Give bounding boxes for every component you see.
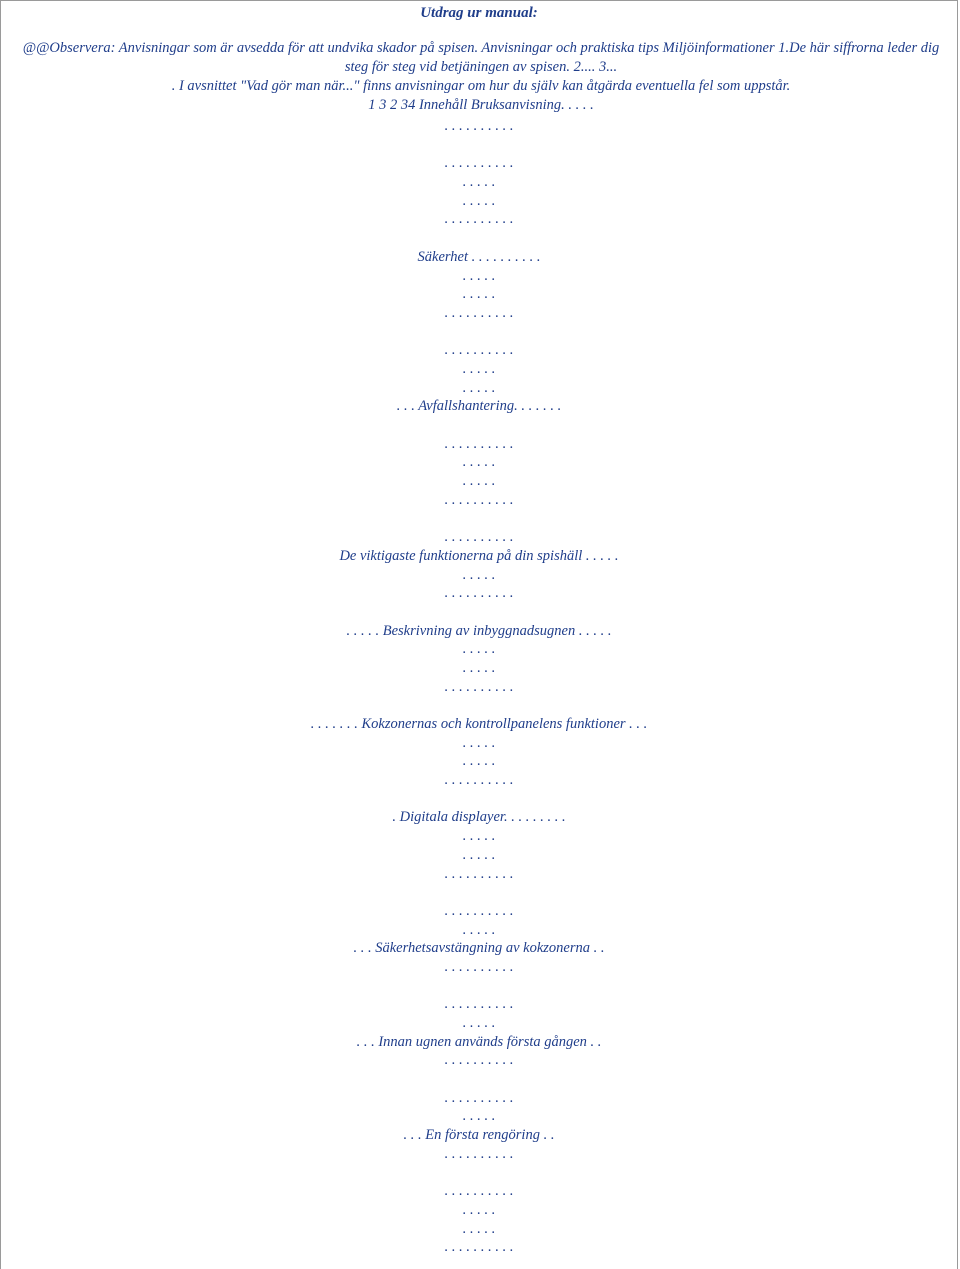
intro-line: steg för steg vid betjäningen av spisen. 2.... 3... [344,59,618,75]
toc-line [1,229,957,248]
toc-line: . . . . . . . . . . [444,342,514,359]
toc-line: . . . Avfallshantering. . . . . . . [396,398,562,415]
toc-line: . . . . . [462,734,496,751]
toc-line: . . . . . . . . . . [444,118,514,134]
toc-line: . . . . . . . . . . [444,1145,514,1162]
toc-line: . . . . . [462,1220,496,1237]
toc-line [1,416,957,435]
toc-line: . . . . . [462,267,496,284]
toc-line: . . . . . . . . . . [444,678,514,695]
toc-line [1,790,957,809]
page-title: Utdrag ur manual: [420,5,538,21]
toc-line: Säkerhet . . . . . . . . . . [417,248,541,265]
toc-line: . . . . . [462,174,496,191]
intro-line: 1 3 2 34 Innehåll Bruksanvisning. . . . . [368,97,594,113]
toc-line [1,1164,957,1183]
toc-line [1,323,957,342]
toc-line: . . . En första rengöring . . [403,1127,555,1144]
toc-line [1,603,957,622]
toc-line: . . . . . [462,286,496,303]
toc-line: . . . . . [462,1201,496,1218]
intro-paragraph [9,39,953,115]
toc-line: . . . . . . . . . . [444,585,514,602]
toc-line [1,696,957,715]
toc-line: . . . . . . . . . . [444,865,514,882]
toc-line: . . . . . . . . . . [444,772,514,789]
toc-line: . . . . . [462,192,496,209]
table-of-contents [1,117,957,1257]
toc-line [1,136,957,155]
toc-line: . . . . . . . . . . [444,958,514,975]
toc-line: . . . . . . . . . . [444,996,514,1013]
toc-line: . . . . . . . . . . [444,435,514,452]
toc-line: De viktigaste funktionerna på din spishäll . . . . . [339,547,619,564]
toc-line: . . . . . [462,454,496,471]
toc-line: . . . . . [462,379,496,396]
toc-line: . . . . . [462,659,496,676]
intro-line: . I avsnittet "Vad gör man när..." finns anvisningar om hur du själv kan åtgärda eventuella fel som uppstår. [171,78,791,94]
toc-line: . . . . . . . . . . [444,529,514,546]
toc-line: . . . . . [462,753,496,770]
toc-line: . . . . . . . Kokzonernas och kontrollpanelens funktioner . . . [310,716,648,732]
toc-line: . . . . . Beskrivning av inbyggnadsugnen . . . . . [346,622,612,639]
intro-line: @@Observera: Anvisningar som är avsedda för att undvika skador på spisen. Anvisningar och praktiska tips Miljöinformationer 1.De här siffrorna leder dig [22,40,940,56]
toc-line: . . . . . [462,1108,496,1125]
toc-line: . . . . . [462,1015,496,1031]
toc-line: . . . . . [462,828,496,845]
toc-line [1,977,957,996]
toc-line: . . . . . [462,846,496,863]
toc-line: . . . . . . . . . . [444,304,514,321]
toc-line: . . . . . [462,566,496,583]
toc-line [1,1070,957,1089]
toc-line: . . . Innan ugnen används första gången . . [356,1033,602,1050]
toc-line: . . . . . . . . . . [444,1183,514,1200]
toc-line: . . . . . . . . . . [444,1089,514,1106]
toc-line: . . . . . . . . . . [444,155,514,172]
toc-line: . . . . . [462,360,496,377]
toc-line [1,883,957,902]
toc-line: . . . . . . . . . . [444,1239,514,1256]
toc-line: . . . . . [462,921,496,938]
toc-line: . Digitala displayer. . . . . . . . . [392,809,566,826]
toc-line: . . . . . [462,473,496,490]
toc-line: . . . . . . . . . . [444,211,514,228]
toc-line: . . . . . . . . . . [444,1052,514,1069]
toc-line: . . . . . . . . . . [444,491,514,508]
toc-line: . . . . . [462,641,496,658]
toc-line: . . . Säkerhetsavstängning av kokzonerna . . [353,940,605,957]
toc-line: . . . . . . . . . . [444,902,514,919]
toc-line [1,509,957,528]
